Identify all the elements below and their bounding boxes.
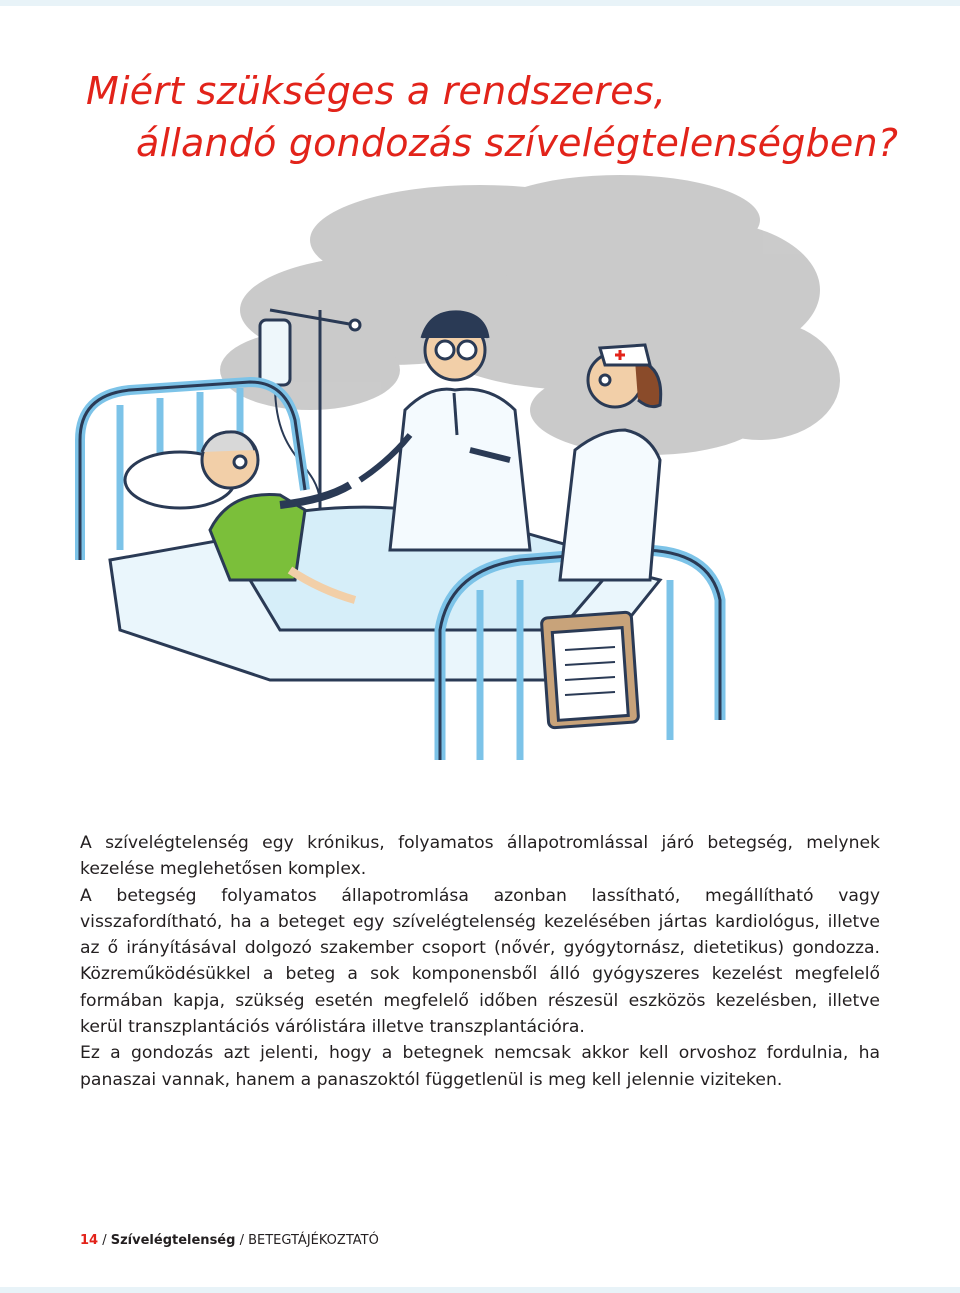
section-name: BETEGTÁJÉKOZTATÓ <box>248 1233 379 1248</box>
paragraph-1: A szívelégtelenség egy krónikus, folyamatos állapotromlással járó betegség, melynek kezelése meglehetősen komplex. <box>80 833 880 880</box>
hospital-scene-illustration <box>60 160 900 780</box>
background-cloud <box>220 175 840 455</box>
page-number: 14 <box>80 1233 99 1248</box>
paragraph-3: Ez a gondozás azt jelenti, hogy a betegnek nemcsak akkor kell orvoshoz fordulnia, ha panaszai vannak, hanem a panaszoktól függetlenül is meg kell jelennie viziteken. <box>80 1043 880 1090</box>
footer-separator: / <box>98 1233 111 1248</box>
body-text <box>80 830 880 1093</box>
footer-separator: / <box>235 1233 249 1248</box>
bottom-rule <box>0 1287 960 1293</box>
top-rule <box>0 0 960 6</box>
page-title-line1: Miért szükséges a rendszeres, <box>86 69 667 114</box>
page-footer <box>80 1233 379 1248</box>
paragraph-2: A betegség folyamatos állapotromlása azonban lassítható, megállítható vagy visszafordítható, ha a beteget egy szívelégtelenség kezelésében jártas kardiológus, illetve az ő irányításával dolgozó szakember csoport (nővér, gyógytornász, dietetikus) gondozza. Közreműködésükkel a beteg a sok komponensből álló gyógyszeres kezelést megfelelő formában kapja, szükség esetén megfelelő időben részesül eszközös kezelésben, illetve kerül transzplantációs várólistára illetve transzplantációra. <box>80 885 880 1038</box>
page-title-line2: állandó gondozás szívelégtelenségben? <box>136 121 899 166</box>
page-title <box>86 65 906 169</box>
publication-name: Szívelégtelenség <box>110 1233 236 1248</box>
